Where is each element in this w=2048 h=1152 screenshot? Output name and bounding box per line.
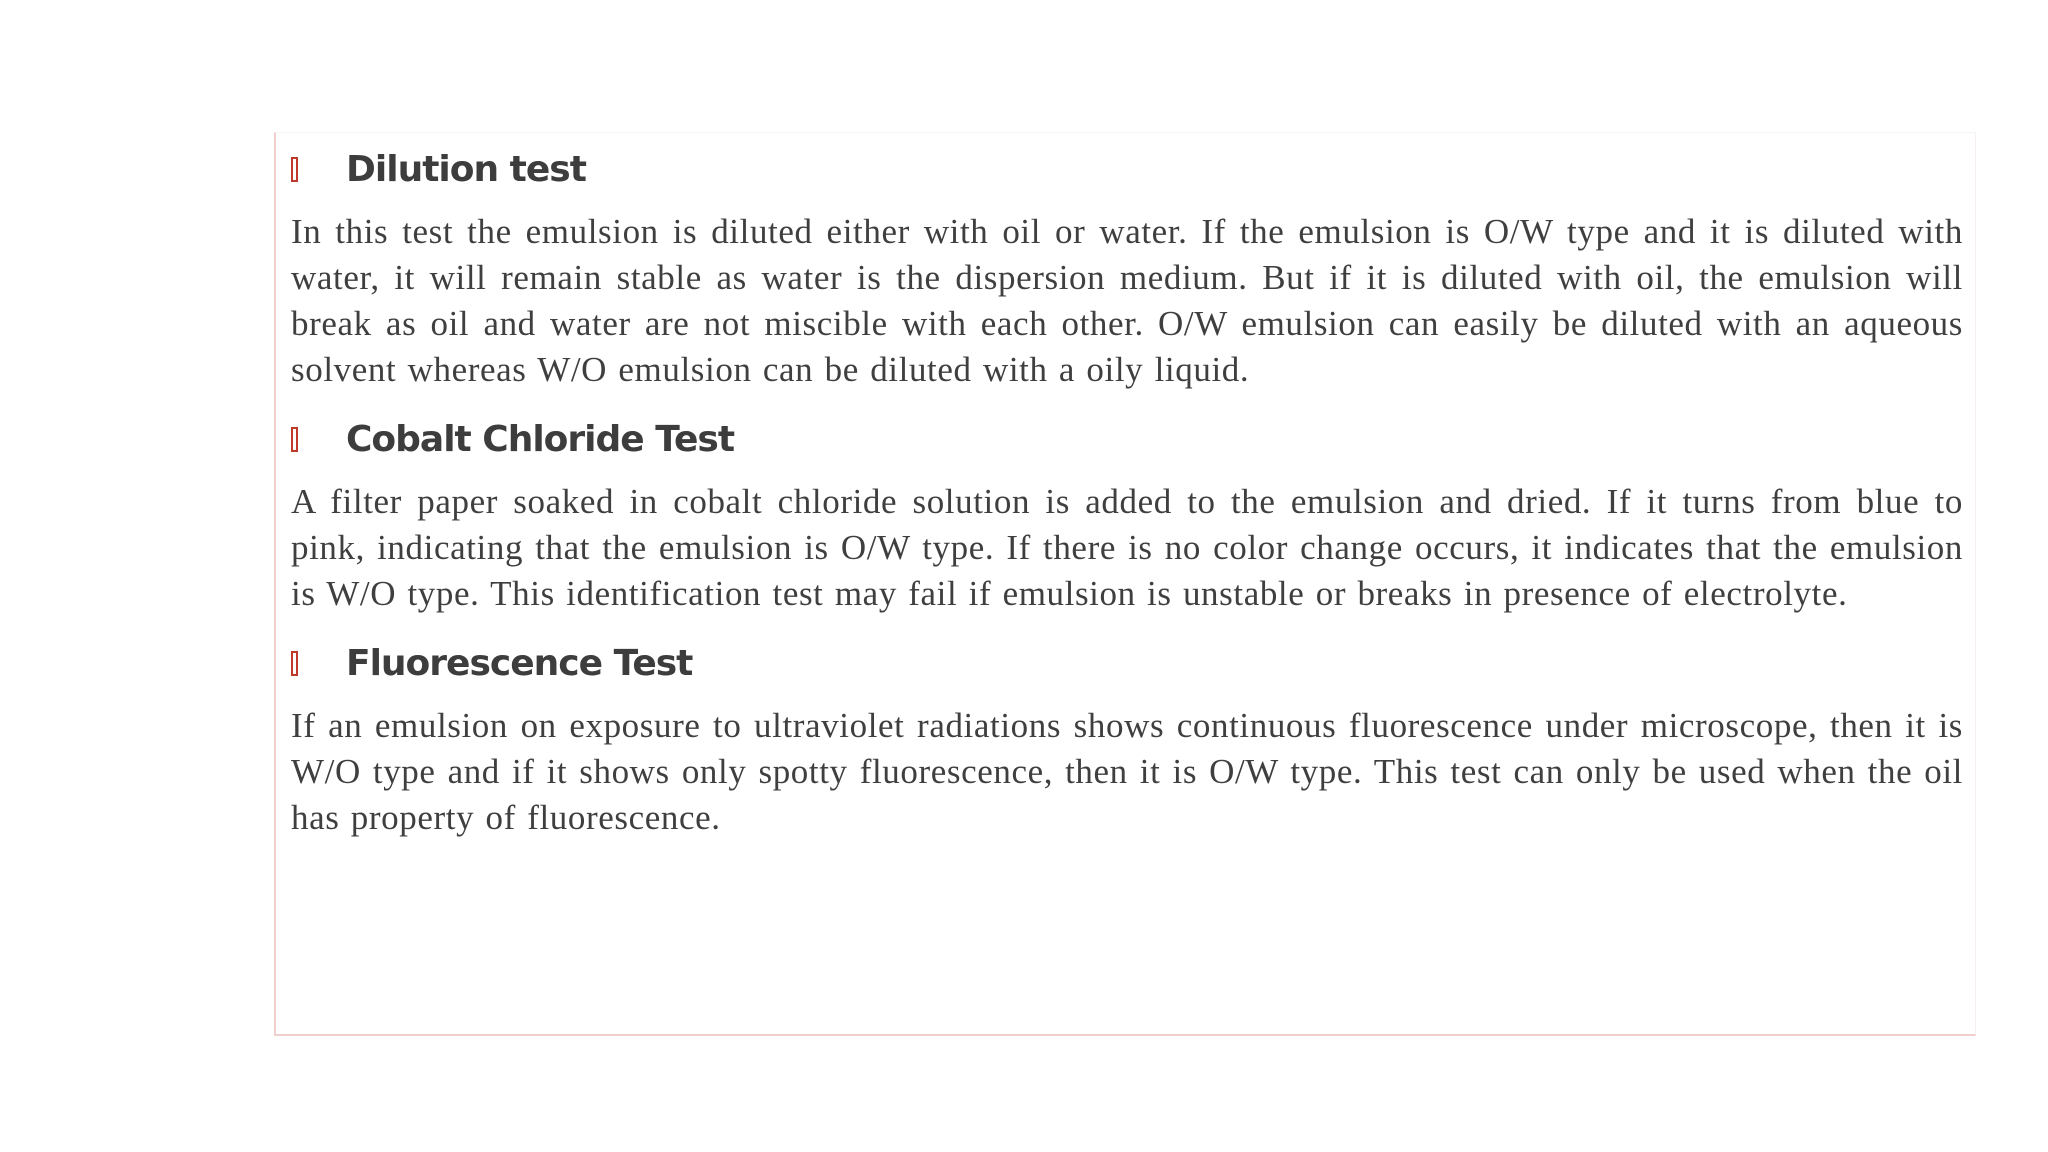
section-heading: [291, 409, 1963, 469]
square-bullet-icon: [291, 651, 298, 676]
square-bullet-icon: [291, 427, 298, 452]
content-box: [274, 132, 1976, 1036]
section-title: Cobalt Chloride Test: [346, 418, 735, 460]
section-heading: [291, 633, 1963, 693]
section-paragraph: If an emulsion on exposure to ultraviolet radiations shows continuous fluorescence under microscope, then it is W/O type and if it shows only spotty fluorescence, then it is O/W type. This test can only be used when the oil has property of fluorescence.: [291, 706, 1963, 837]
section-paragraph: A filter paper soaked in cobalt chloride solution is added to the emulsion and dried. If it turns from blue to pink, indicating that the emulsion is O/W type. If there is no color change occurs, it indicates that the emulsion is W/O type. This identification test may fail if emulsion is unstable or breaks in presence of electrolyte.: [291, 482, 1963, 613]
square-bullet-icon: [291, 157, 298, 182]
section-fluorescence-test: [291, 633, 1963, 841]
section-dilution-test: [291, 139, 1963, 393]
section-cobalt-chloride-test: [291, 409, 1963, 617]
section-title: Fluorescence Test: [346, 642, 693, 684]
section-title: Dilution test: [346, 148, 586, 190]
section-paragraph: In this test the emulsion is diluted either with oil or water. If the emulsion is O/W type and it is diluted with water, it will remain stable as water is the dispersion medium. But if it is diluted with oil, the emulsion will break as oil and water are not miscible with each other. O/W emulsion can easily be diluted with an aqueous solvent whereas W/O emulsion can be diluted with a oily liquid.: [291, 212, 1963, 389]
section-heading: [291, 139, 1963, 199]
